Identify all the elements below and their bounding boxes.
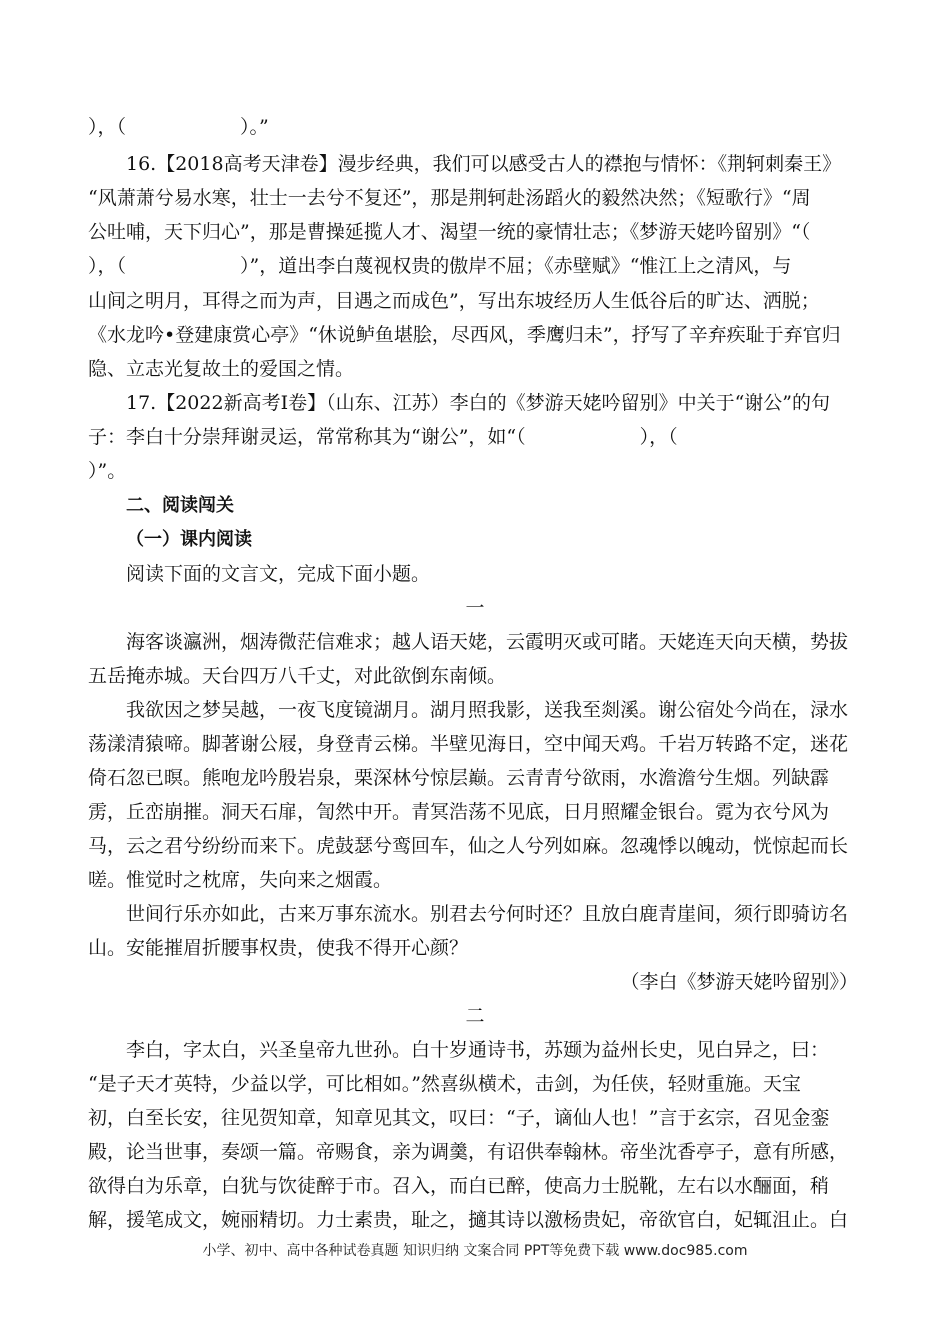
text-line: ），（ ）。”: [88, 116, 269, 138]
poem-line: 我欲因之梦吴越，一夜飞度镜湖月。湖月照我影，送我至剡溪。谢公宿处今尚在，渌水: [126, 699, 849, 721]
attribution: （李白《梦游天姥吟留别》）: [620, 971, 858, 993]
prose-line: 欲得白为乐章，白犹与饮徒醉于市。召入，而白已醉，使高力士脱靴，左右以水酾面，稍: [88, 1175, 830, 1197]
text-line: ），（ ）”，道出李白蔑视权贵的傲岸不屈；《赤壁赋》“惟江上之清风，与: [88, 255, 792, 277]
page-footer: 小学、初中、高中各种试卷真题 知识归纳 文案合同 PPT等免费下载 www.doc985.com: [202, 1243, 748, 1259]
part-two-marker: 二: [465, 1005, 485, 1027]
text-line: 山间之明月，耳得之而为声，目遇之而成色”，写出东坡经历人生低谷后的旷达、洒脱；: [88, 290, 820, 312]
prose-line: 初，白至长安，往见贺知章，知章见其文，叹曰：“子，谪仙人也！”言于玄宗，召见金銮: [88, 1107, 830, 1129]
question-17-line: 17.【2022新高考Ⅰ卷】（山东、江苏）李白的《梦游天姥吟留别》中关于“谢公”的句: [126, 392, 831, 414]
poem-line: 荡漾清猿啼。脚著谢公屐，身登青云梯。半壁见海日，空中闻天鸡。千岩万转路不定，迷花: [88, 733, 849, 755]
section-title: 二、阅读闯关: [126, 495, 234, 516]
poem-line: 五岳掩赤城。天台四万八千丈，对此欲倒东南倾。: [88, 665, 507, 687]
prose-line: 殿，论当世事，奏颂一篇。帝赐食，亲为调羹，有诏供奉翰林。帝坐沈香亭子，意有所感，: [88, 1141, 849, 1163]
part-one-marker: 一: [465, 597, 485, 619]
text-line: 《水龙吟•登建康赏心亭》“休说鲈鱼堪脍，尽西风，季鹰归未”，抒写了辛弃疾耻于弃官归: [88, 324, 841, 346]
instruction: 阅读下面的文言文，完成下面小题。: [126, 563, 431, 585]
poem-line: 世间行乐亦如此，古来万事东流水。别君去兮何时还？且放白鹿青崖间，须行即骑访名: [126, 903, 849, 925]
poem-line: 山。安能摧眉折腰事权贵，使我不得开心颜？: [88, 937, 469, 959]
prose-line: 李白，字太白，兴圣皇帝九世孙。白十岁通诗书，苏颋为益州长史，见白异之，曰：: [126, 1039, 830, 1061]
prose-line: 解，援笔成文，婉丽精切。力士素贵，耻之，擿其诗以激杨贵妃，帝欲官白，妃辄沮止。白: [88, 1209, 849, 1231]
poem-line: 海客谈瀛洲，烟涛微茫信难求；越人语天姥，云霞明灭或可睹。天姥连天向天横，势拔: [126, 631, 849, 653]
text-line: 公吐哺，天下归心”，那是曹操延揽人才、渴望一统的豪情壮志；《梦游天姥吟留别》“（: [88, 221, 811, 243]
poem-line: 嗟。惟觉时之枕席，失向来之烟霞。: [88, 869, 393, 891]
text-line: 子：李白十分崇拜谢灵运，常常称其为“谢公”，如“（ ），（: [88, 426, 678, 448]
poem-line: 雳，丘峦崩摧。洞天石扉，訇然中开。青冥浩荡不见底，日月照耀金银台。霓为衣兮风为: [88, 801, 830, 823]
prose-line: “是子天才英特，少益以学，可比相如。”然喜纵横术，击剑，为任侠，轻财重施。天宝: [88, 1073, 801, 1095]
text-line: ）”。: [88, 460, 127, 482]
text-line: 隐、立志光复故土的爱国之情。: [88, 358, 355, 380]
poem-line: 倚石忽已暝。熊咆龙吟殷岩泉，栗深林兮惊层巅。云青青兮欲雨，水澹澹兮生烟。列缺霹: [88, 767, 830, 789]
text-line: “风萧萧兮易水寒，壮士一去兮不复还”，那是荆轲赴汤蹈火的毅然决然；《短歌行》“周: [88, 187, 811, 209]
poem-line: 马，云之君兮纷纷而来下。虎鼓瑟兮鸾回车，仙之人兮列如麻。忽魂悸以魄动，恍惊起而长: [88, 835, 849, 857]
question-16-line: 16.【2018高考天津卷】漫步经典，我们可以感受古人的襟抱与情怀：《荆轲刺秦王》: [126, 153, 842, 175]
subsection-title: （一）课内阅读: [126, 529, 252, 550]
